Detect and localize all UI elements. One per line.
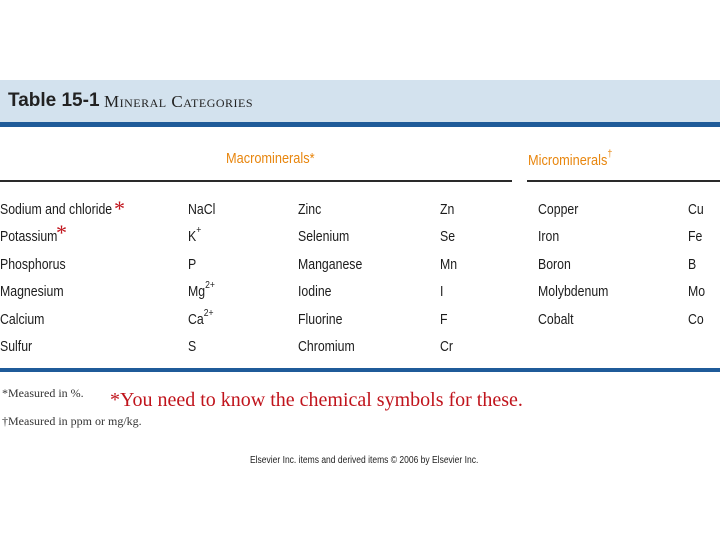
bottom-rule bbox=[0, 368, 720, 372]
footnote-ppm: †Measured in ppm or mg/kg. bbox=[2, 414, 142, 428]
chemical-symbol bbox=[440, 228, 455, 245]
mineral-name bbox=[538, 201, 578, 218]
ion-charge: 2+ bbox=[203, 306, 214, 319]
table-number: Table 15-1 bbox=[8, 90, 100, 111]
dagger-mark: † bbox=[607, 148, 613, 160]
annotation-star-potassium: * bbox=[56, 220, 67, 245]
mineral-name bbox=[298, 228, 349, 245]
chemical-symbol-text: NaCl bbox=[188, 201, 216, 218]
mineral-name-text: Fluorine bbox=[298, 310, 343, 328]
mineral-name-text: Zinc bbox=[298, 201, 322, 218]
chemical-symbol-text: Cr bbox=[440, 338, 453, 355]
mineral-name-text: Phosphorus bbox=[0, 255, 66, 273]
chemical-symbol bbox=[688, 256, 696, 273]
chemical-symbol-text: F bbox=[440, 310, 448, 328]
chemical-symbol-text: S bbox=[188, 338, 197, 355]
footnote-percent: *Measured in %. bbox=[2, 386, 84, 400]
mineral-name bbox=[298, 201, 321, 218]
microminerals-heading bbox=[528, 148, 613, 169]
chemical-symbol-text: K bbox=[188, 228, 197, 246]
mineral-name-text: Magnesium bbox=[0, 283, 64, 301]
mineral-name bbox=[298, 256, 362, 273]
chemical-symbol bbox=[188, 256, 196, 273]
macrominerals-heading: Macrominerals* bbox=[226, 150, 315, 167]
mineral-name-text: Iron bbox=[538, 228, 560, 246]
mineral-name bbox=[0, 338, 32, 355]
mineral-name bbox=[538, 256, 571, 273]
chemical-symbol bbox=[188, 306, 214, 328]
chemical-symbol bbox=[188, 279, 215, 301]
chemical-symbol-text: I bbox=[440, 283, 444, 301]
chemical-symbol bbox=[688, 311, 704, 328]
top-rule bbox=[0, 122, 720, 127]
microminerals-heading-text: Microminerals bbox=[528, 152, 608, 169]
chemical-symbol-text: Cu bbox=[688, 201, 704, 218]
mineral-name-text: Boron bbox=[538, 255, 571, 273]
chemical-symbol bbox=[440, 201, 454, 218]
chemical-symbol bbox=[688, 283, 705, 300]
mineral-name bbox=[298, 338, 355, 355]
mineral-name-text: Selenium bbox=[298, 228, 350, 246]
chemical-symbol bbox=[188, 224, 202, 246]
chemical-symbol-text: Mg bbox=[188, 283, 206, 301]
table-title: Mineral Categories bbox=[104, 92, 254, 111]
chemical-symbol bbox=[688, 228, 702, 245]
chemical-symbol-text: Fe bbox=[688, 228, 703, 246]
chemical-symbol-text: Ca bbox=[188, 310, 204, 328]
mineral-name bbox=[0, 201, 112, 218]
mineral-name-text: Sodium and chloride bbox=[0, 201, 113, 218]
mineral-name bbox=[0, 256, 66, 273]
macrominerals-rule bbox=[0, 180, 512, 182]
mineral-name-text: Molybdenum bbox=[538, 283, 609, 301]
chemical-symbol-text: Co bbox=[688, 310, 704, 328]
chemical-symbol bbox=[440, 256, 457, 273]
mineral-name bbox=[0, 228, 57, 245]
mineral-name bbox=[538, 283, 608, 300]
mineral-name bbox=[298, 283, 332, 300]
microminerals-rule bbox=[527, 180, 720, 182]
chemical-symbol bbox=[188, 338, 196, 355]
ion-charge: 2+ bbox=[205, 279, 215, 292]
mineral-name-text: Manganese bbox=[298, 255, 363, 273]
mineral-name-text: Chromium bbox=[298, 338, 355, 355]
table-title-bar bbox=[0, 80, 720, 122]
mineral-name-text: Copper bbox=[538, 201, 579, 218]
mineral-name bbox=[538, 228, 559, 245]
chemical-symbol-text: Mo bbox=[688, 283, 706, 301]
chemical-symbol bbox=[440, 283, 443, 300]
chemical-symbol-text: P bbox=[188, 255, 197, 273]
chemical-symbol-text: Se bbox=[440, 228, 456, 246]
mineral-name-text: Cobalt bbox=[538, 310, 574, 328]
copyright-credit: Elsevier Inc. items and derived items © 2006 by Elsevier Inc. bbox=[250, 455, 479, 466]
mineral-name-text: Potassium bbox=[0, 228, 58, 246]
ion-charge: + bbox=[196, 224, 202, 237]
mineral-name-text: Iodine bbox=[298, 283, 332, 301]
mineral-name bbox=[298, 311, 342, 328]
chemical-symbol bbox=[188, 201, 215, 218]
chemical-symbol bbox=[440, 338, 453, 355]
mineral-name bbox=[0, 283, 64, 300]
chemical-symbol-text: B bbox=[688, 255, 697, 273]
mineral-name-text: Sulfur bbox=[0, 338, 33, 355]
chemical-symbol bbox=[440, 311, 448, 328]
annotation-note: *You need to know the chemical symbols for these. bbox=[110, 389, 523, 411]
chemical-symbol-text: Mn bbox=[440, 255, 458, 273]
mineral-name-text: Calcium bbox=[0, 310, 45, 328]
mineral-name bbox=[0, 311, 44, 328]
annotation-star-sodium: * bbox=[114, 196, 125, 221]
mineral-name bbox=[538, 311, 574, 328]
chemical-symbol bbox=[688, 201, 704, 218]
chemical-symbol-text: Zn bbox=[440, 201, 455, 218]
